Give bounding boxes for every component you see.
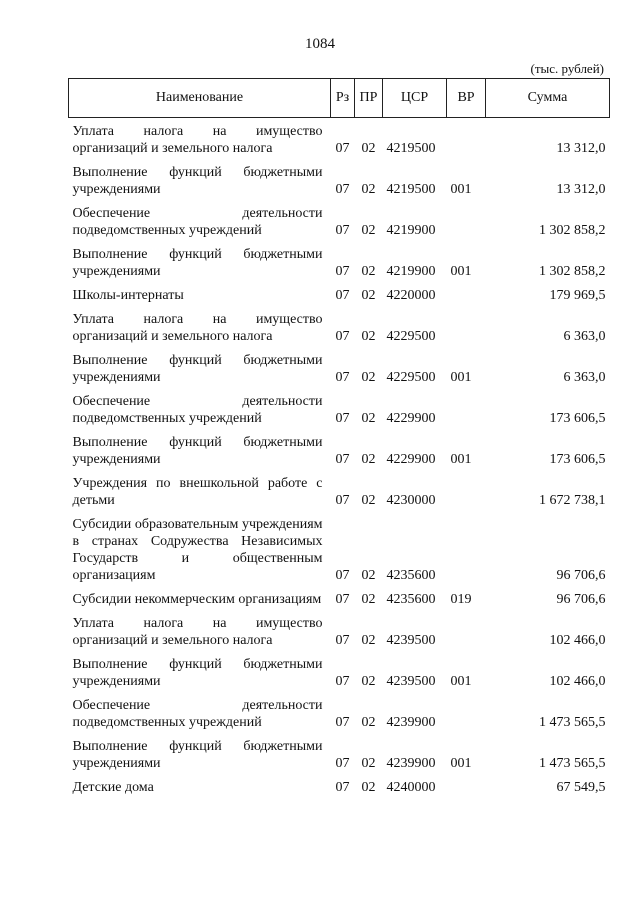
cell-name: Выполнение функций бюджетными учреждениями	[72, 657, 323, 689]
cell-pr: 02	[361, 674, 376, 689]
cell-rz: 07	[335, 329, 350, 344]
cell-rz: 07	[335, 592, 350, 607]
cell-vr: 001	[450, 182, 472, 197]
cell-rz: 07	[335, 370, 350, 385]
cell-csr: 4230000	[386, 493, 436, 508]
cell-name: Субсидии некоммерческим организациям	[72, 592, 322, 607]
header-rz: Рз	[331, 79, 355, 118]
cell-pr: 02	[361, 264, 376, 279]
cell-csr: 4229500	[386, 329, 436, 344]
cell-name: Выполнение функций бюджетными учреждениями	[72, 165, 323, 197]
cell-pr: 02	[361, 182, 376, 197]
table-row	[69, 474, 610, 515]
cell-name: Уплата налога на имущество организаций и земельного налога	[72, 124, 323, 156]
cell-csr: 4229900	[386, 452, 436, 467]
cell-rz: 07	[335, 288, 350, 303]
cell-sum: 1 302 858,2	[539, 223, 606, 238]
cell-vr	[447, 614, 486, 655]
cell-vr: 001	[450, 264, 472, 279]
table-row	[69, 351, 610, 392]
table-header-row	[69, 79, 610, 118]
cell-vr	[447, 696, 486, 737]
cell-sum: 96 706,6	[556, 568, 606, 583]
cell-sum: 179 969,5	[549, 288, 606, 303]
cell-pr: 02	[361, 756, 376, 771]
cell-sum: 1 473 565,5	[539, 756, 606, 771]
cell-rz: 07	[335, 493, 350, 508]
cell-pr: 02	[361, 780, 376, 795]
cell-rz: 07	[335, 568, 350, 583]
cell-name: Детские дома	[72, 780, 154, 795]
table-row	[69, 310, 610, 351]
cell-name: Выполнение функций бюджетными учреждениями	[72, 247, 323, 279]
table-row	[69, 163, 610, 204]
cell-rz: 07	[335, 264, 350, 279]
cell-csr: 4239500	[386, 674, 436, 689]
cell-vr	[447, 392, 486, 433]
cell-name: Уплата налога на имущество организаций и земельного налога	[72, 312, 323, 344]
cell-csr: 4219900	[386, 223, 436, 238]
cell-csr: 4240000	[386, 780, 436, 795]
table-row	[69, 286, 610, 310]
table-row	[69, 118, 610, 164]
cell-vr	[447, 474, 486, 515]
header-vr: ВР	[447, 79, 486, 118]
cell-vr	[447, 310, 486, 351]
cell-sum: 173 606,5	[549, 452, 606, 467]
cell-vr	[447, 515, 486, 590]
cell-name: Выполнение функций бюджетными учреждениями	[72, 435, 323, 467]
cell-name: Уплата налога на имущество организаций и земельного налога	[72, 616, 323, 648]
cell-pr: 02	[361, 715, 376, 730]
cell-rz: 07	[335, 452, 350, 467]
cell-vr	[447, 778, 486, 802]
table-row	[69, 614, 610, 655]
cell-vr: 001	[450, 674, 472, 689]
budget-table	[68, 78, 610, 802]
cell-csr: 4219500	[386, 182, 436, 197]
cell-pr: 02	[361, 493, 376, 508]
cell-csr: 4239900	[386, 715, 436, 730]
table-row	[69, 590, 610, 614]
cell-sum: 1 302 858,2	[539, 264, 606, 279]
cell-rz: 07	[335, 223, 350, 238]
units-label: (тыс. рублей)	[530, 61, 604, 76]
header-csr: ЦСР	[383, 79, 447, 118]
cell-sum: 6 363,0	[563, 370, 606, 385]
cell-name: Субсидии образовательным учреждениям в странах Содружества Независимых Государств и общественным организациям	[72, 517, 323, 583]
cell-rz: 07	[335, 780, 350, 795]
header-name: Наименование	[69, 79, 331, 118]
cell-name: Школы-интернаты	[72, 288, 184, 303]
cell-pr: 02	[361, 141, 376, 156]
cell-csr: 4219900	[386, 264, 436, 279]
header-pr: ПР	[355, 79, 383, 118]
cell-rz: 07	[335, 756, 350, 771]
table-row	[69, 655, 610, 696]
cell-csr: 4229500	[386, 370, 436, 385]
cell-csr: 4220000	[386, 288, 436, 303]
cell-pr: 02	[361, 223, 376, 238]
cell-vr: 001	[450, 370, 472, 385]
table-body	[69, 118, 610, 803]
cell-sum: 67 549,5	[556, 780, 606, 795]
cell-sum: 102 466,0	[549, 674, 606, 689]
table-row	[69, 392, 610, 433]
cell-rz: 07	[335, 182, 350, 197]
table-row	[69, 696, 610, 737]
cell-pr: 02	[361, 288, 376, 303]
table-row	[69, 204, 610, 245]
cell-vr	[447, 118, 486, 164]
cell-csr: 4239500	[386, 633, 436, 648]
cell-pr: 02	[361, 633, 376, 648]
cell-name: Выполнение функций бюджетными учреждениями	[72, 353, 323, 385]
cell-pr: 02	[361, 329, 376, 344]
cell-name: Обеспечение деятельности подведомственных учреждений	[72, 698, 323, 730]
cell-rz: 07	[335, 674, 350, 689]
cell-sum: 13 312,0	[556, 141, 606, 156]
cell-sum: 13 312,0	[556, 182, 606, 197]
cell-pr: 02	[361, 592, 376, 607]
cell-csr: 4239900	[386, 756, 436, 771]
cell-rz: 07	[335, 141, 350, 156]
cell-name: Обеспечение деятельности подведомственных учреждений	[72, 394, 323, 426]
cell-sum: 96 706,6	[556, 592, 606, 607]
cell-csr: 4235600	[386, 568, 436, 583]
table-row	[69, 778, 610, 802]
cell-name: Обеспечение деятельности подведомственных учреждений	[72, 206, 323, 238]
cell-sum: 1 473 565,5	[539, 715, 606, 730]
cell-vr: 001	[450, 756, 472, 771]
cell-sum: 6 363,0	[563, 329, 606, 344]
cell-rz: 07	[335, 715, 350, 730]
cell-csr: 4219500	[386, 141, 436, 156]
cell-vr	[447, 204, 486, 245]
cell-vr: 019	[450, 592, 472, 607]
cell-csr: 4235600	[386, 592, 436, 607]
cell-pr: 02	[361, 452, 376, 467]
header-sum: Сумма	[486, 79, 610, 118]
cell-sum: 1 672 738,1	[539, 493, 606, 508]
table-row	[69, 515, 610, 590]
page-number: 1084	[305, 36, 335, 52]
cell-sum: 173 606,5	[549, 411, 606, 426]
cell-pr: 02	[361, 411, 376, 426]
cell-vr	[447, 286, 486, 310]
cell-rz: 07	[335, 633, 350, 648]
cell-pr: 02	[361, 370, 376, 385]
cell-pr: 02	[361, 568, 376, 583]
cell-sum: 102 466,0	[549, 633, 606, 648]
cell-name: Учреждения по внешкольной работе с детьми	[72, 476, 323, 508]
cell-name: Выполнение функций бюджетными учреждениями	[72, 739, 323, 771]
table-row	[69, 433, 610, 474]
cell-rz: 07	[335, 411, 350, 426]
table-row	[69, 245, 610, 286]
table-row	[69, 737, 610, 778]
cell-csr: 4229900	[386, 411, 436, 426]
cell-vr: 001	[450, 452, 472, 467]
